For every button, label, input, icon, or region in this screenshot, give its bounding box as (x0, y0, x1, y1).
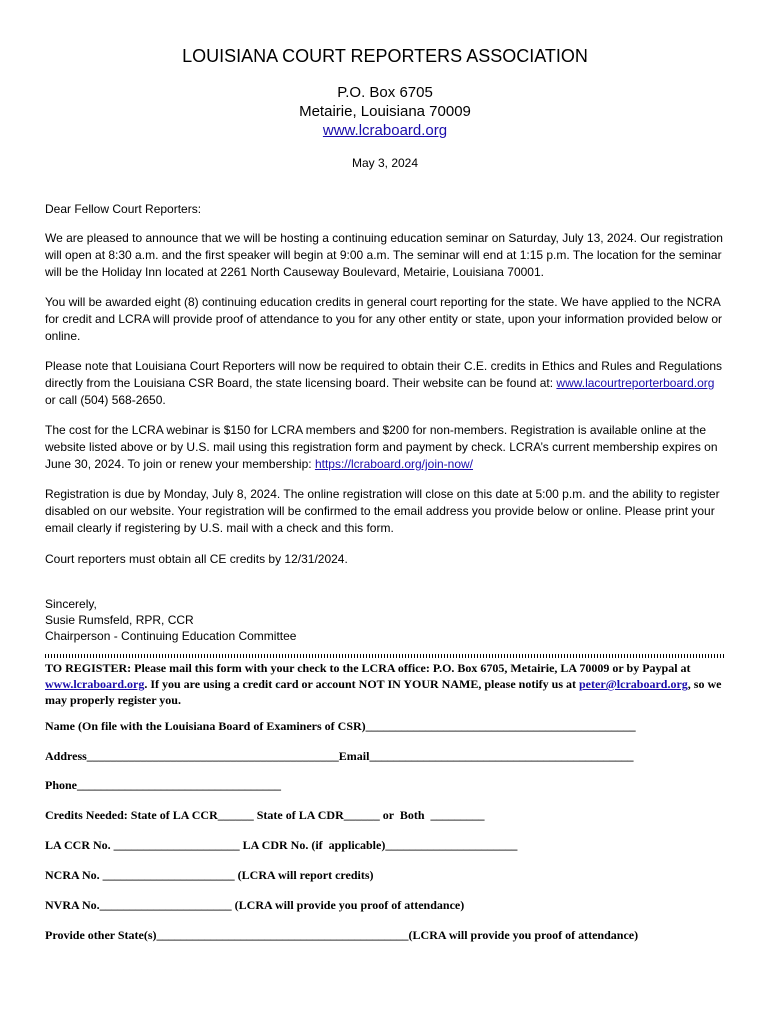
csr-board-link[interactable]: www.lacourtreporterboard.org (556, 376, 715, 390)
address-email-field-line[interactable]: Address__________________________________________Email____________________________________________ (45, 749, 634, 763)
nvra-number-line[interactable]: NVRA No.______________________ (LCRA will provide you proof of attendance) (45, 898, 465, 912)
paragraph-ethics (45, 358, 725, 409)
register-instructions (45, 660, 725, 708)
closing: Sincerely, (45, 597, 97, 611)
website-line (45, 121, 725, 140)
city-address: Metairie, Louisiana 70009 (299, 103, 471, 120)
credits-needed-line[interactable]: Credits Needed: State of LA CCR______ State of LA CDR______ or Both _________ (45, 808, 485, 822)
paragraph-cost-text: The cost for the LCRA webinar is $150 for LCRA members and $200 for non-members. Registration is available online at the website listed above or by U.S. mail using this registration form and payment by check. LCRA’s current membership expires on June 30, 2024. To join or renew your membership: (45, 423, 718, 471)
signature-block (45, 596, 725, 644)
paragraph-cost (45, 422, 725, 473)
register-text-c: , so we may properly register you. (45, 677, 722, 707)
register-text-a: TO REGISTER: Please mail this form with your check to the LCRA office: P.O. Box 6705, Metairie, LA 70009 or by Paypal at (45, 661, 691, 675)
po-box: P.O. Box 6705 (337, 84, 433, 101)
org-name: LOUISIANA COURT REPORTERS ASSOCIATION (182, 46, 588, 66)
paragraph-ce-deadline: Court reporters must obtain all CE credits by 12/31/2024. (45, 552, 348, 566)
paragraph-deadline: Registration is due by Monday, July 8, 2024. The online registration will close on this date at 5:00 p.m. and the ability to register disabled on our website. Your registration will be confirmed to the email address you provide below or online. Please print your email clearly if registering by U.S. mail with a check and this form. (45, 487, 720, 535)
signer-title: Chairperson - Continuing Education Committee (45, 629, 297, 643)
signer-name: Susie Rumsfeld, RPR, CCR (45, 613, 194, 627)
paypal-website-link[interactable]: www.lcraboard.org (45, 677, 145, 691)
greeting: Dear Fellow Court Reporters: (45, 202, 202, 216)
letter-date: May 3, 2024 (351, 156, 419, 170)
email-link[interactable]: peter@lcraboard.org (579, 677, 688, 691)
ncra-number-line[interactable]: NCRA No. ______________________ (LCRA will report credits) (45, 868, 374, 882)
phone-field-line[interactable]: Phone__________________________________ (45, 778, 282, 792)
license-numbers-line[interactable]: LA CCR No. _____________________ LA CDR No. (if applicable)______________________ (45, 838, 518, 852)
paragraph-credits: You will be awarded eight (8) continuing education credits in general court reporting for the state. We have applied to the NCRA for credit and LCRA will provide proof of attendance to you for any other entity or state, upon your information provided below or online. (45, 295, 723, 343)
register-text-b: . If you are using a credit card or account NOT IN YOUR NAME, please notify us at (144, 677, 579, 691)
paragraph-seminar: We are pleased to announce that we will be hosting a continuing education seminar on Saturday, July 13, 2024. Our registration will open at 8:30 a.m. and the first speaker will begin at 9:00 a.m. The seminar will end at 1:15 p.m. The location for the seminar will be the Holiday Inn located at 2261 North Causeway Boulevard, Metairie, Louisiana 70001. (45, 231, 723, 279)
other-states-line[interactable]: Provide other State(s)__________________________________________(LCRA will provide you proof of attendance) (45, 928, 639, 942)
dotted-separator (45, 654, 725, 658)
paragraph-ethics-text: Please note that Louisiana Court Reporters will now be required to obtain their C.E. credits in Ethics and Rules and Regulations directly from the Louisiana CSR Board, the state licensing board. Their website can be found at: (45, 359, 723, 390)
join-now-link[interactable]: https://lcraboard.org/join-now/ (314, 457, 474, 471)
paragraph-ethics-tail: or call (504) 568-2650. (45, 393, 166, 407)
website-link[interactable]: www.lcraboard.org (322, 122, 448, 139)
name-field-line[interactable]: Name (On file with the Louisiana Board of Examiners of CSR)_____________________________________________ (45, 719, 636, 733)
